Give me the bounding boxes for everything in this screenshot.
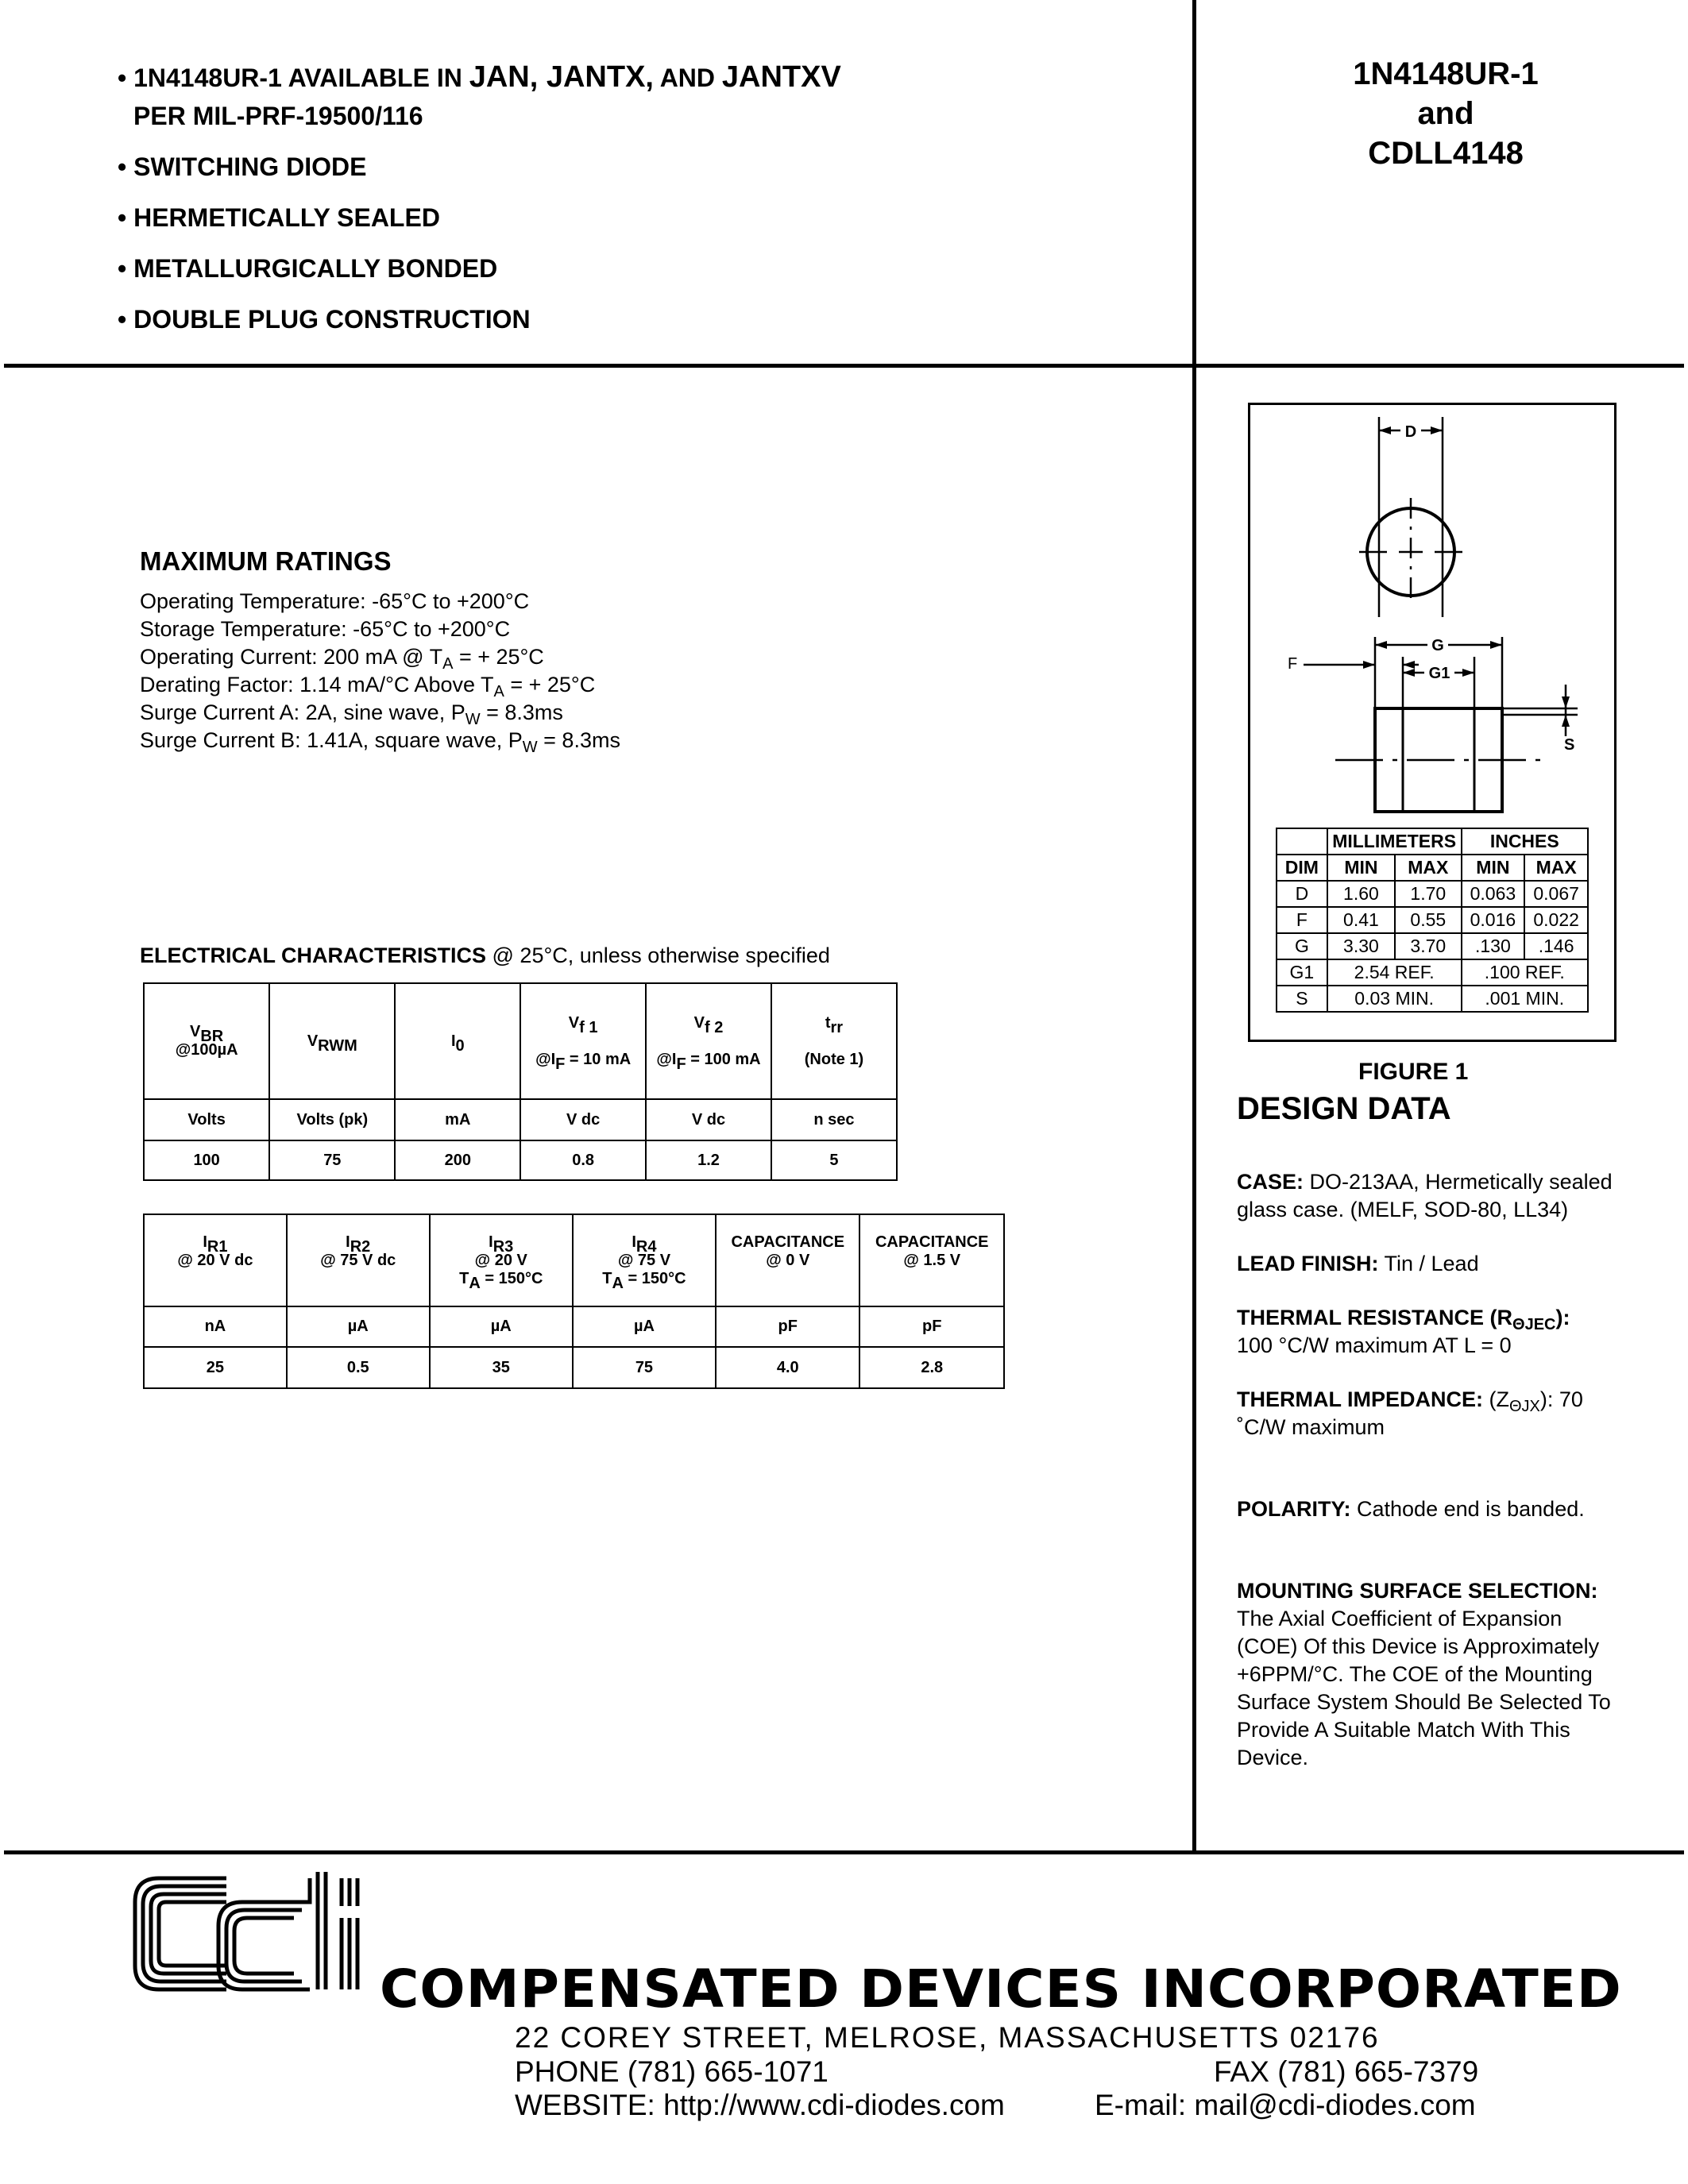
part-number-2: CDLL4148: [1368, 136, 1524, 171]
company-fax: FAX (781) 665-7379: [1214, 2055, 1479, 2088]
table-row: [1277, 828, 1588, 855]
feature-item-availability: • 1N4148UR-1 AVAILABLE IN JAN, JANTX, AND JANTXV: [118, 60, 841, 94]
feature-item-double-plug: • DOUBLE PLUG CONSTRUCTION: [118, 305, 531, 334]
rating-derating: Derating Factor: 1.14 mA/°C Above $T_A$ = + 25°C: [140, 673, 596, 700]
design-data-body: [1237, 1168, 1682, 1772]
thermal-impedance: THERMAL IMPEDANCE: $(Z_{\Theta JX})$: 70 ˚C/W maximum: [1237, 1387, 1583, 1439]
col-ir2: $I_{R2}$ @ 75 V dc: [287, 1214, 430, 1306]
col-vf1: $V_{f 1}$ $@I_F = 10$ mA: [520, 983, 646, 1099]
arrow-g-left: [1375, 641, 1387, 649]
table-row: F 0.41 0.55 0.016 0.022: [1277, 907, 1588, 933]
rating-operating-temp: Operating Temperature: -65°C to +200°C: [140, 589, 530, 613]
arrow-g-right: [1490, 641, 1502, 649]
company-address: 22 COREY STREET, MELROSE, MASSACHUSETTS 02176: [515, 2021, 1380, 2054]
arrow-d-left: [1379, 426, 1391, 434]
rating-surge-b: Surge Current B: 1.41A, square wave, $P_W = 8.3ms$: [140, 728, 620, 756]
feature-item-switching: • SWITCHING DIODE: [118, 152, 367, 181]
part-title: [1207, 54, 1684, 173]
table-row: S 0.03 MIN. .001 MIN.: [1277, 986, 1588, 1012]
table-row: [144, 983, 897, 1099]
company-website[interactable]: WEBSITE: http://www.cdi-diodes.com: [515, 2089, 1005, 2121]
package-drawing: [1248, 403, 1617, 816]
part-number-1: 1N4148UR-1: [1353, 56, 1539, 91]
arrow-f-right: [1403, 661, 1415, 669]
feature-list: [118, 62, 841, 334]
label-d: D: [1404, 423, 1417, 441]
label-s: S: [1564, 736, 1575, 754]
mounting-surface: MOUNTING SURFACE SELECTION: The Axial Coefficient of Expansion (COE) Of this Device is Approximately +6PPM/°C. The COE of the Mounting Surface System Should Be Selected To Provide A Suitable Match With This Device.: [1237, 1579, 1611, 1769]
arrow-g1-right: [1462, 669, 1474, 677]
col-trr: $t_{rr}$ (Note 1): [771, 983, 897, 1099]
part-and: and: [1417, 96, 1474, 131]
col-vbr: $V_{BR}$ @100µA: [144, 983, 269, 1099]
label-g1: G1: [1428, 665, 1450, 682]
rating-operating-current: Operating Current: 200 mA @ $T_A$ = + 25°C: [140, 645, 544, 673]
vertical-divider: [1192, 0, 1196, 1854]
table-row: DIM MIN MAX MIN MAX: [1277, 855, 1588, 881]
rating-storage-temp: Storage Temperature: -65°C to +200°C: [140, 617, 511, 641]
thermal-resistance: THERMAL RESISTANCE $(R_{\Theta JEC})$: 100 °C/W maximum AT L = 0: [1237, 1306, 1570, 1357]
table-row: nA µA µA µA pF pF: [144, 1306, 1004, 1347]
arrow-g1-left: [1403, 669, 1415, 677]
feature-item-bonded: • METALLURGICALLY BONDED: [118, 254, 498, 283]
table-row: G 3.30 3.70 .130 .146: [1277, 933, 1588, 959]
col-ir1: $I_{R1}$ @ 20 V dc: [144, 1214, 287, 1306]
col-cap-1v5: CAPACITANCE @ 1.5 V: [859, 1214, 1004, 1306]
lead-finish: LEAD FINISH: Tin / Lead: [1237, 1252, 1479, 1275]
label-f: F: [1288, 655, 1298, 673]
company-name: COMPENSATED DEVICES INCORPORATED: [380, 1958, 1622, 2020]
feature-item-mil-spec: PER MIL-PRF-19500/116: [133, 102, 423, 130]
company-phone: PHONE (781) 665-1071: [515, 2055, 829, 2088]
col-io: $I_0$: [395, 983, 520, 1099]
group-inches: INCHES: [1462, 828, 1588, 855]
table-row: 25 0.5 35 75 4.0 2.8: [144, 1347, 1004, 1388]
max-ratings-list: [140, 588, 620, 754]
table-row: 100 75 200 0.8 1.2 5: [144, 1140, 897, 1180]
elec-heading: ELECTRICAL CHARACTERISTICS @ 25°C, unless otherwise specified: [140, 943, 830, 967]
arrow-s-bot: [1562, 715, 1570, 727]
design-data-heading: DESIGN DATA: [1237, 1091, 1451, 1126]
feature-item-sealed: • HERMETICALLY SEALED: [118, 203, 440, 232]
arrow-f-left: [1363, 661, 1375, 669]
arrow-s-top: [1562, 696, 1570, 708]
label-g: G: [1431, 637, 1444, 654]
dimension-table: [1276, 828, 1589, 1013]
col-cap-0v: CAPACITANCE @ 0 V: [716, 1214, 859, 1306]
table-row: Volts Volts (pk) mA V dc V dc n sec: [144, 1099, 897, 1140]
logo-text: cdi: [131, 1870, 133, 1871]
max-ratings-heading: MAXIMUM RATINGS: [140, 546, 392, 576]
company-email[interactable]: E-mail: mail@cdi-diodes.com: [1095, 2089, 1476, 2121]
case-info: CASE: DO-213AA, Hermetically sealed glass case. (MELF, SOD-80, LL34): [1237, 1170, 1613, 1221]
elec-table-1: [143, 982, 898, 1181]
group-millimeters: MILLIMETERS: [1327, 828, 1462, 855]
col-ir4: $I_{R4}$ @ 75 V $T_A = 150^\circ C$: [573, 1214, 716, 1306]
cdi-logo: [131, 1870, 373, 1997]
footer-rule: [4, 1850, 1684, 1854]
col-vrwm: $V_{RWM}$: [269, 983, 395, 1099]
table-row: G1 2.54 REF. .100 REF.: [1277, 959, 1588, 986]
col-ir3: $I_{R3}$ @ 20 V $T_A = 150^\circ C$: [430, 1214, 573, 1306]
figure-caption: FIGURE 1: [1358, 1059, 1469, 1085]
col-vf2: $V_{f 2}$ $@I_F = 100$ mA: [646, 983, 771, 1099]
table-row: D 1.60 1.70 0.063 0.067: [1277, 881, 1588, 907]
arrow-d-right: [1431, 426, 1443, 434]
header-rule: [4, 364, 1684, 368]
rating-surge-a: Surge Current A: 2A, sine wave, $P_W = 8.3ms$: [140, 700, 563, 728]
elec-table-2: [143, 1214, 1005, 1389]
polarity: POLARITY: Cathode end is banded.: [1237, 1497, 1585, 1521]
table-row: [144, 1214, 1004, 1306]
